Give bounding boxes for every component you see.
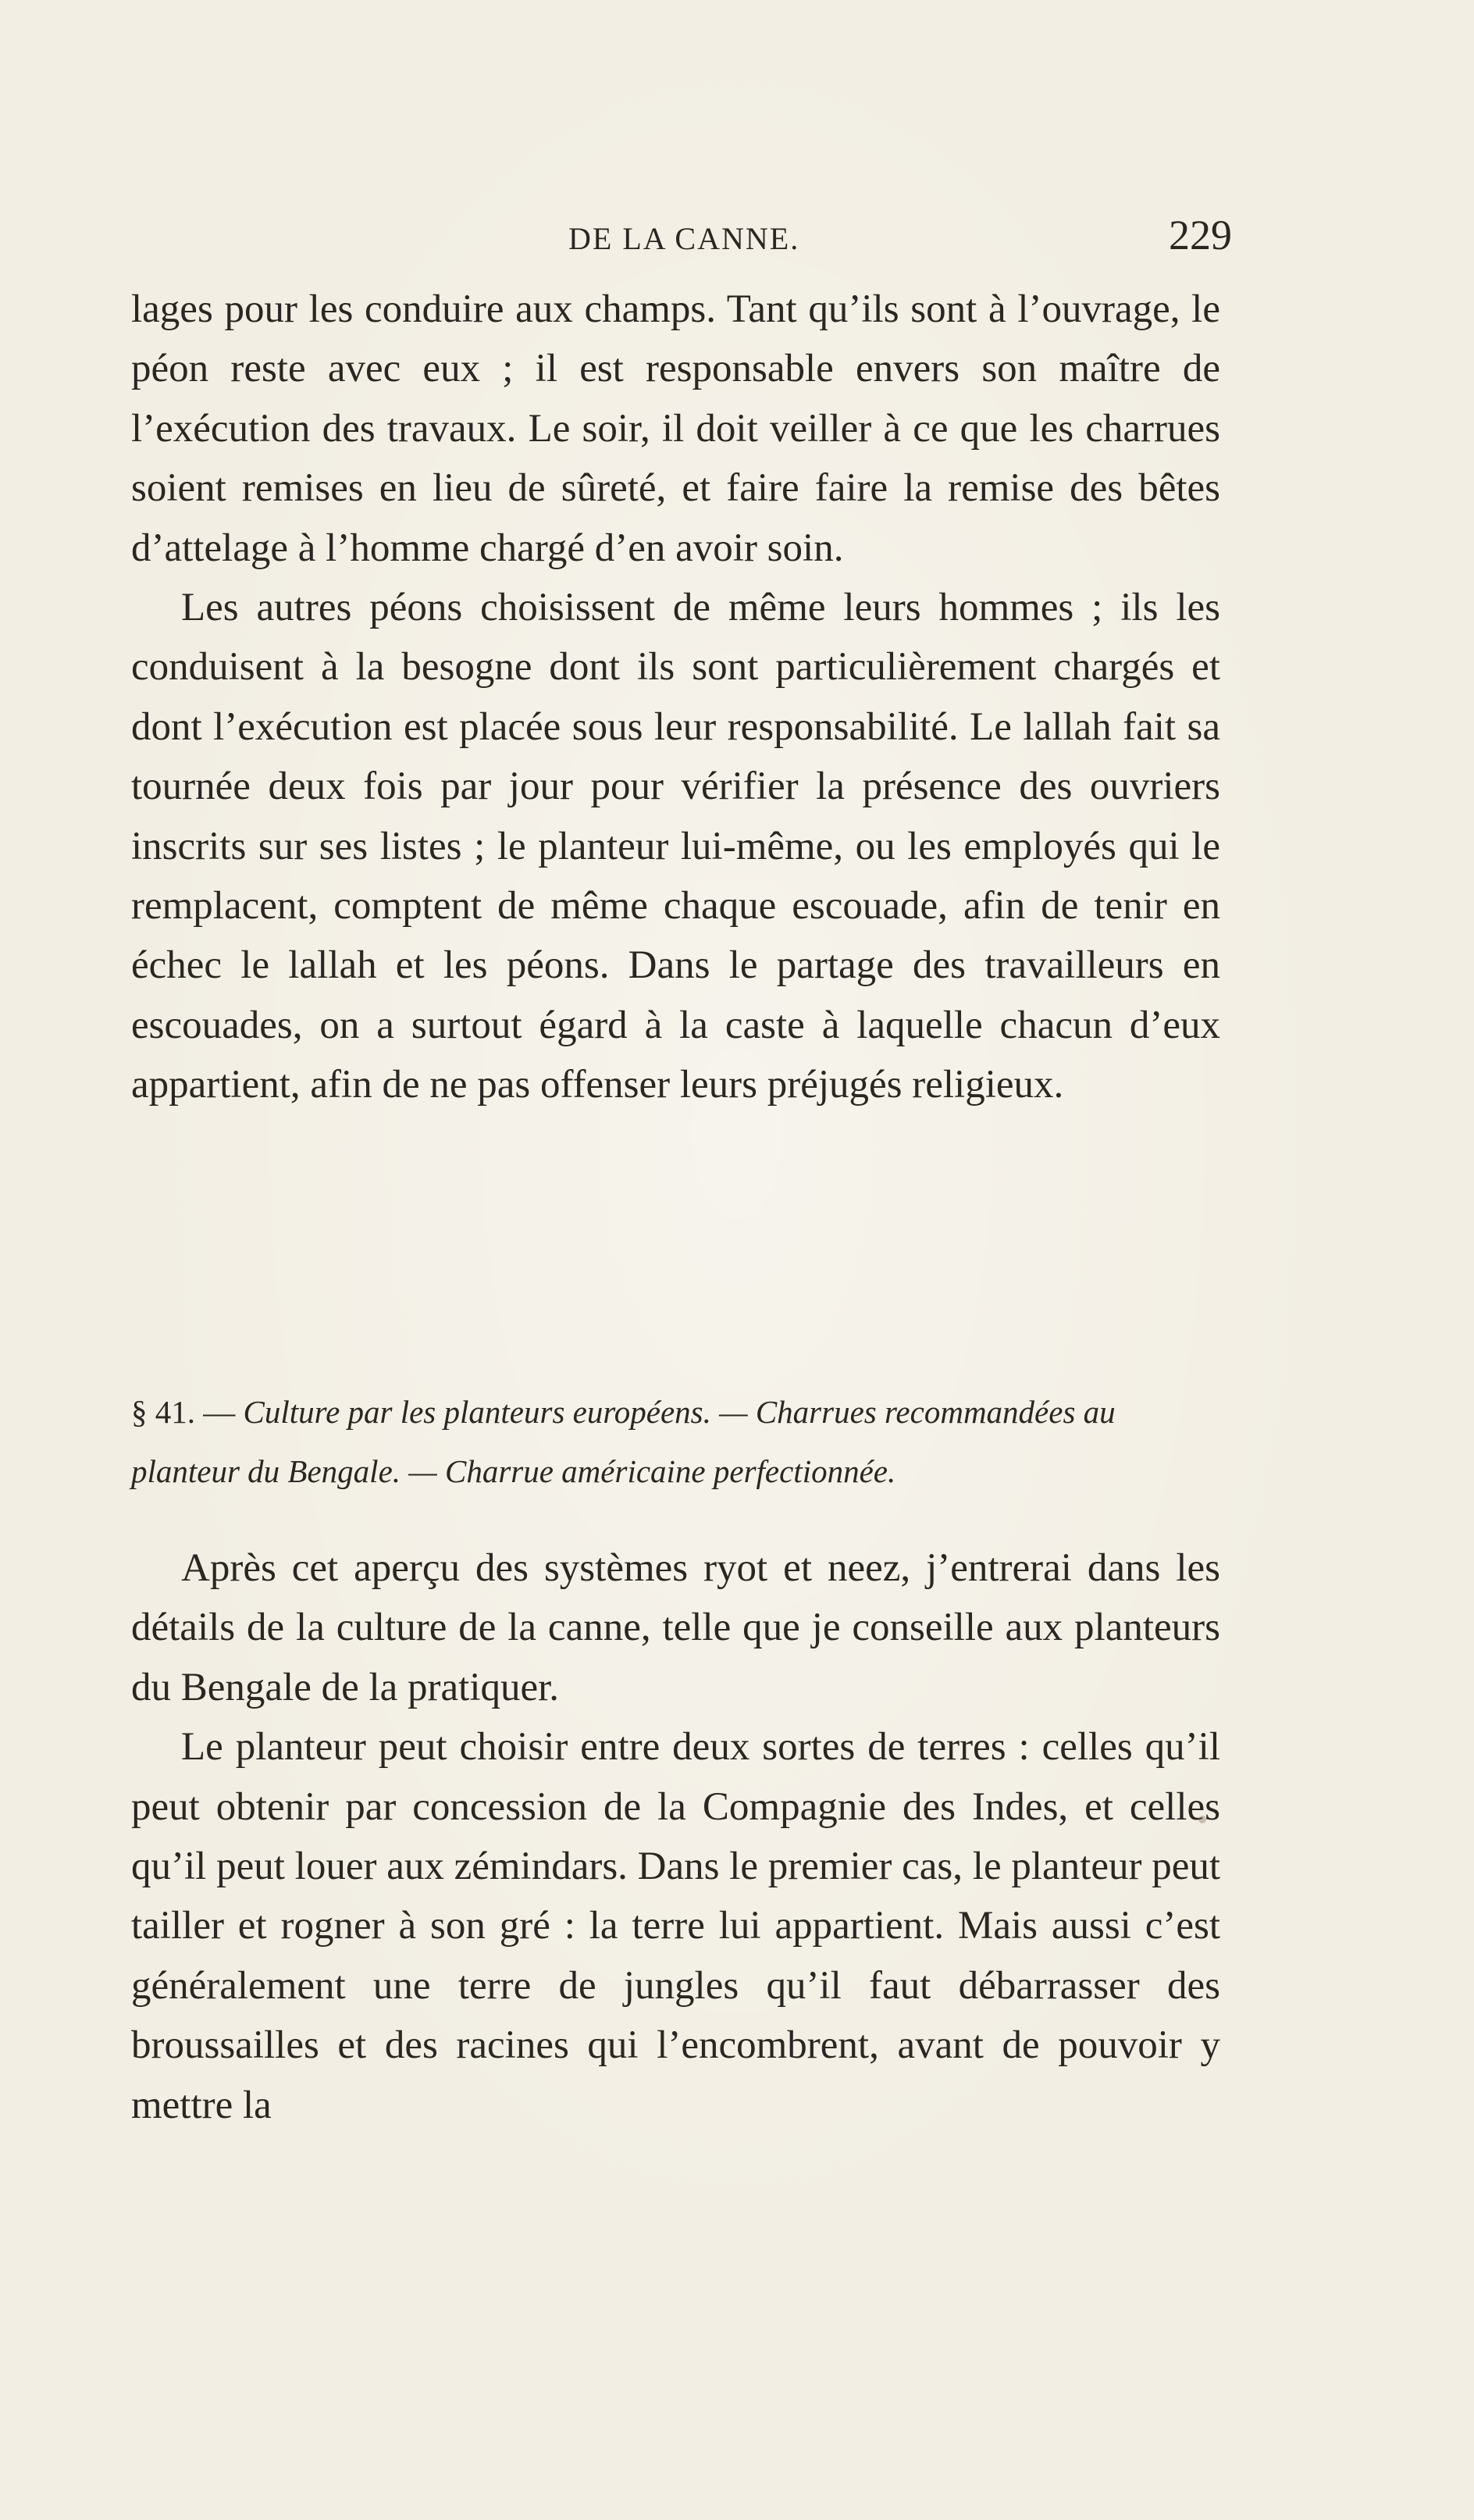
paragraph-continuation: lages pour les conduire aux champs. Tant qu’ils sont à l’ouvrage, le péon reste avec eux ; il est responsable envers son maître de l’exécution des travaux. Le soir, il doit veiller à ce que les charrues soient remises en lieu de sûreté, et faire faire la remise des bêtes d’attelage à l’homme chargé d’en avoir soin. [131, 287, 1220, 570]
page-number: 229 [1169, 212, 1232, 258]
paragraph: Après cet aperçu des systèmes ryot et neez, j’entrerai dans les détails de la culture de la canne, telle que je conseille aux planteurs du Bengale de la pratiquer. [131, 1546, 1220, 1709]
running-title: DE LA CANNE. [568, 221, 800, 256]
page-header [131, 211, 1232, 266]
text-block-bottom [131, 1538, 1220, 2135]
section-title: Culture par les planteurs européens. — Charrues recommandées au planteur du Bengale. — Charrue américaine perfectionnée. [131, 1394, 1116, 1489]
section-number: § 41. — [131, 1394, 236, 1430]
section-heading [131, 1382, 1220, 1501]
text-block-top [131, 280, 1220, 1115]
paragraph: Les autres péons choisissent de même leurs hommes ; ils les conduisent à la besogne dont ils sont particulièrement chargés et dont l’exécution est placée sous leur responsabilité. Le lallah fait sa tournée deux fois par jour pour vérifier la présence des ouvriers inscrits sur ses listes ; le planteur lui-même, ou les employés qui le remplacent, comptent de même chaque escouade, afin de tenir en échec le lallah et les péons. Dans le partage des travailleurs en escouades, on a surtout égard à la caste à laquelle chacun d’eux appartient, afin de ne pas offenser leurs préjugés religieux. [131, 586, 1220, 1107]
paper-spot [1198, 1816, 1206, 1823]
paragraph: Le planteur peut choisir entre deux sortes de terres : celles qu’il peut obtenir par concession de la Compagnie des Indes, et celles qu’il peut louer aux zémindars. Dans le premier cas, le planteur peut tailler et rogner à son gré : la terre lui appartient. Mais aussi c’est généralement une terre de jungles qu’il faut débarrasser des broussailles et des racines qui l’encombrent, avant de pouvoir y mettre la [131, 1725, 1220, 2127]
